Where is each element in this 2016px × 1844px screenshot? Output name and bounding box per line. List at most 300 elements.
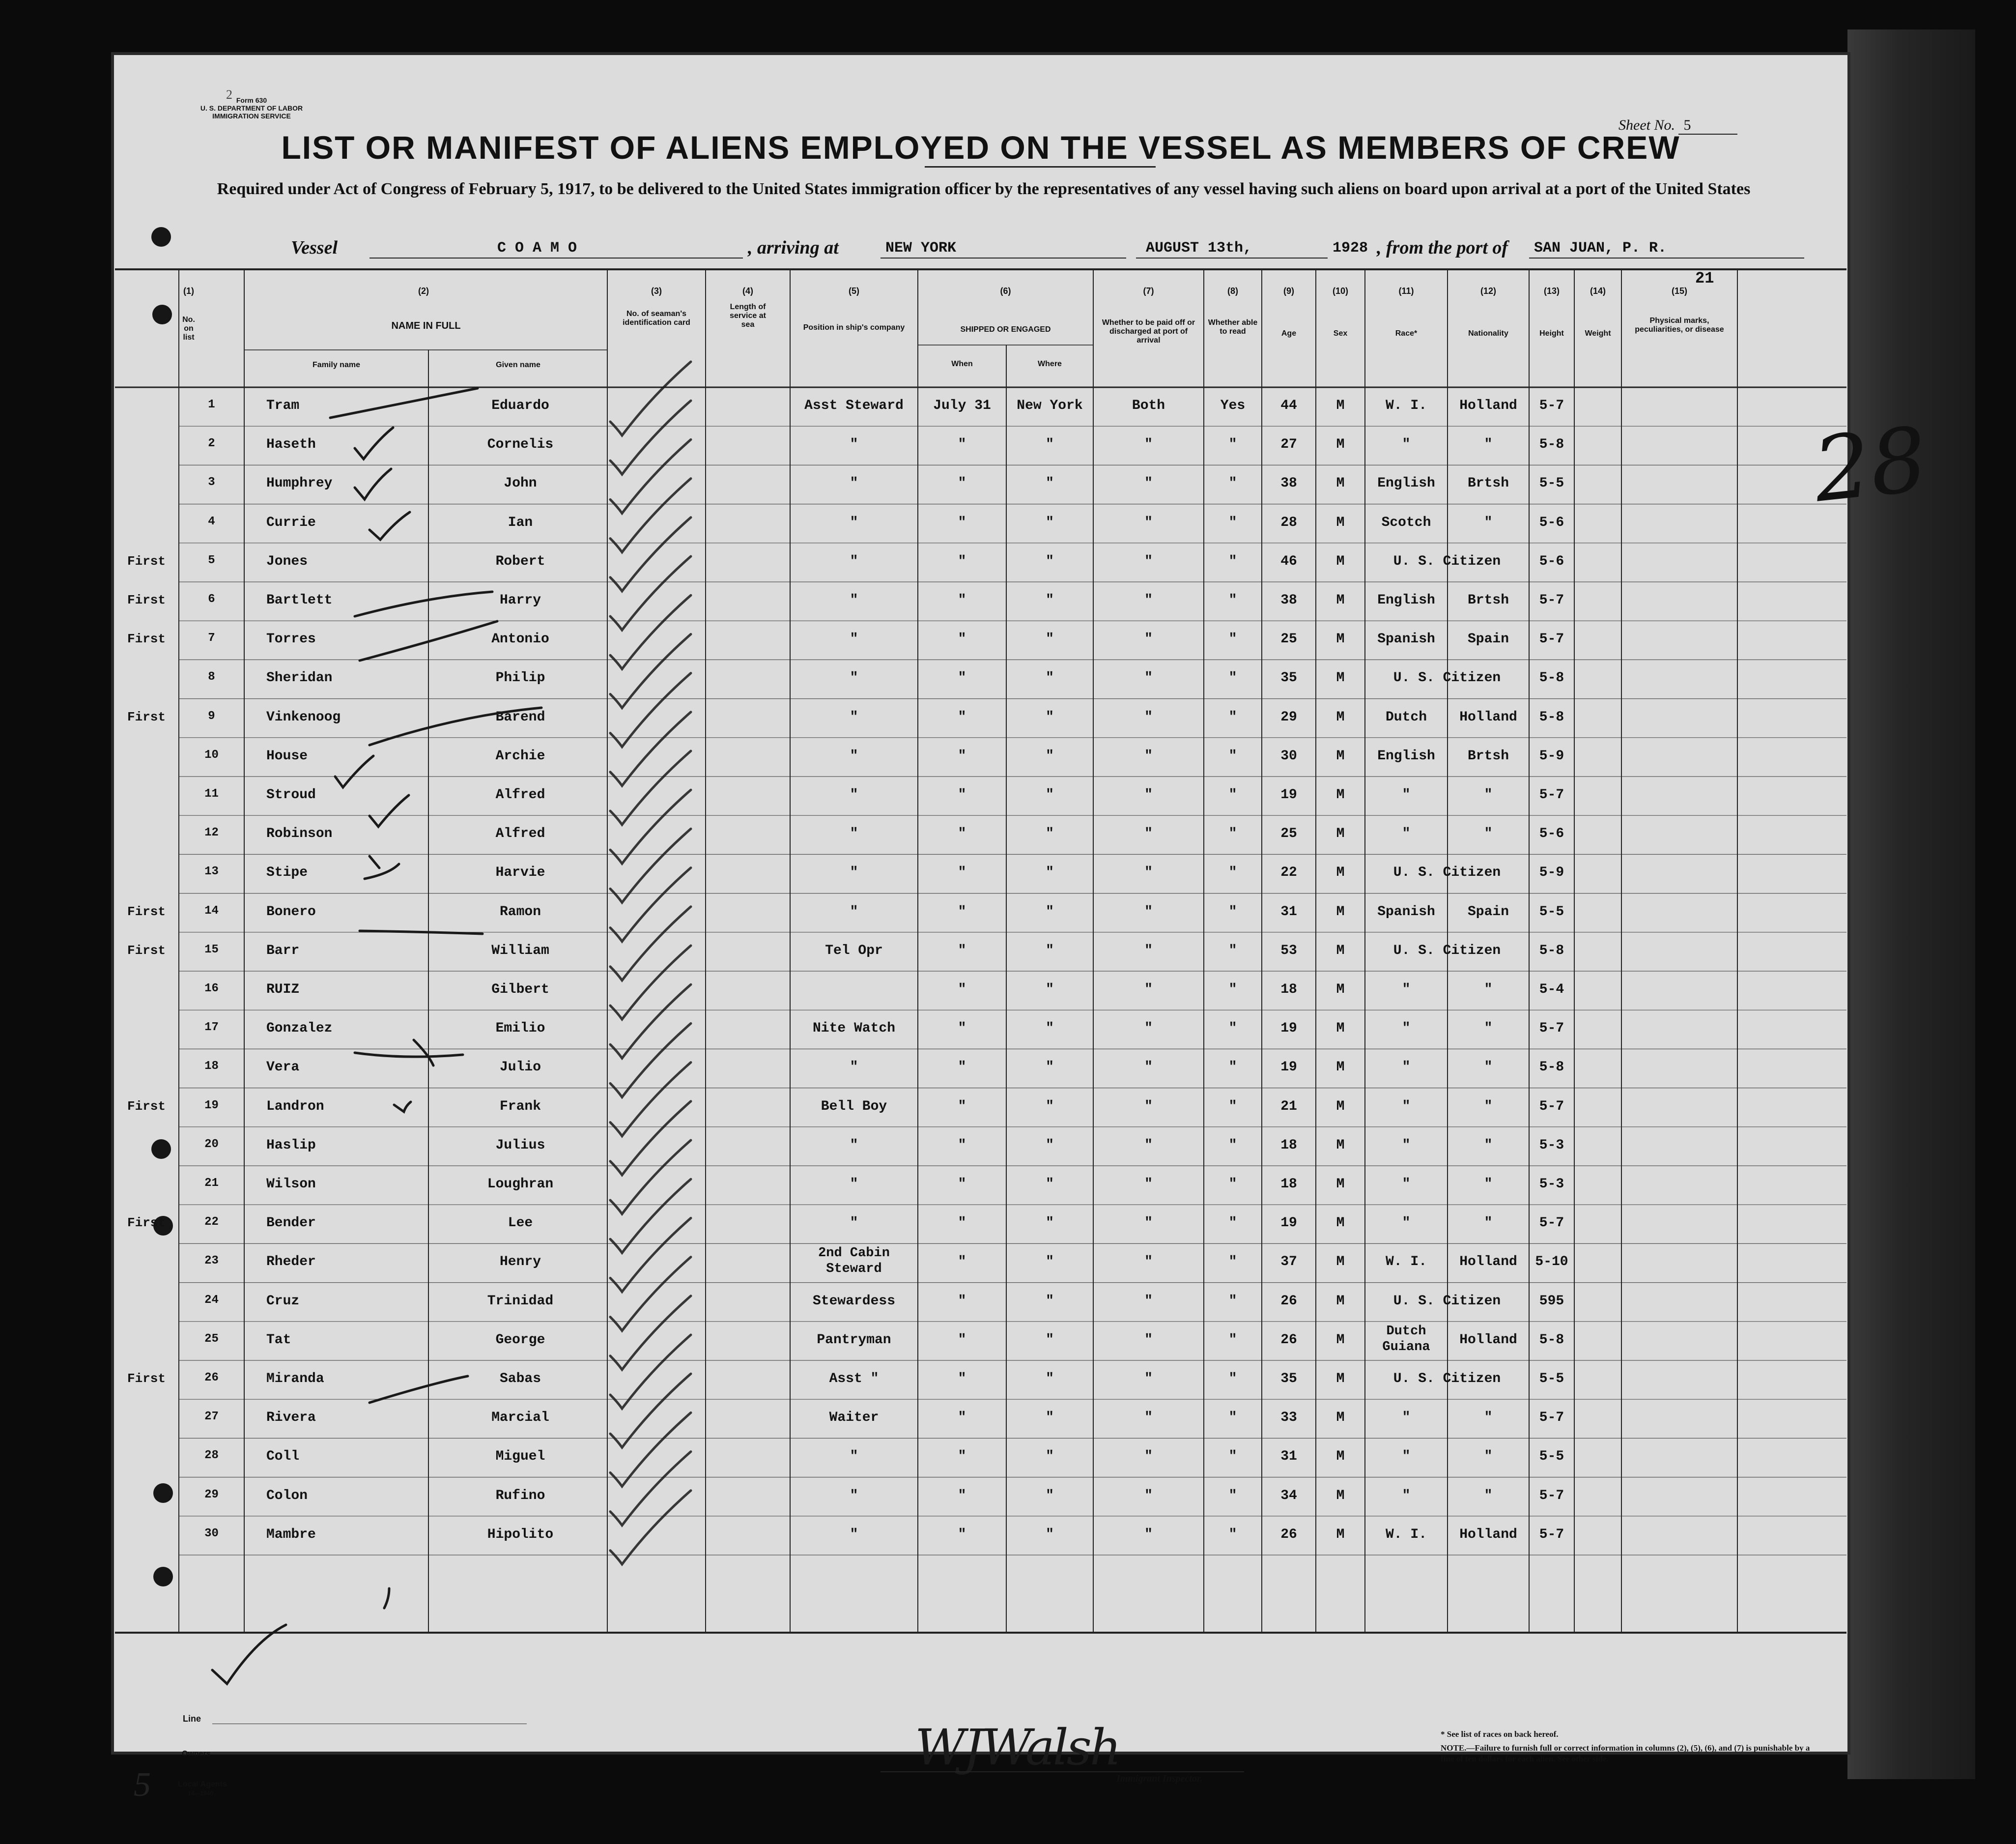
nationality: " — [1484, 1177, 1493, 1192]
row-mark: First — [127, 943, 166, 958]
age: 26 — [1280, 1293, 1297, 1309]
shipped-where: " — [1046, 515, 1054, 530]
age: 19 — [1280, 1021, 1297, 1037]
position: Waiter — [829, 1410, 879, 1426]
paid-off: " — [1144, 553, 1153, 569]
nationality: " — [1484, 1410, 1493, 1426]
sex: M — [1336, 593, 1345, 608]
sheet-value: 5 — [1678, 117, 1737, 135]
manifest-sheet — [114, 55, 1932, 1804]
paid-off: " — [1144, 1371, 1153, 1386]
race: U. S. Citizen — [1393, 553, 1501, 569]
row-number: 23 — [204, 1254, 219, 1268]
given-name: Sabas — [499, 1371, 541, 1386]
shipped-where: " — [1046, 1449, 1054, 1465]
able-to-read: " — [1228, 1098, 1237, 1114]
shipped-where: " — [1046, 1060, 1054, 1075]
position: " — [850, 1137, 858, 1153]
sex: M — [1336, 1021, 1345, 1037]
paid-off: " — [1144, 1410, 1153, 1426]
sex: M — [1336, 476, 1345, 491]
shipped-when: " — [958, 709, 966, 725]
paid-off: " — [1144, 437, 1153, 453]
shipped-where: " — [1046, 632, 1054, 647]
col-num-2: (2) — [418, 286, 429, 296]
race: " — [1402, 1098, 1411, 1114]
race: " — [1402, 437, 1411, 453]
nationality: " — [1484, 1098, 1493, 1114]
shipped-where: " — [1046, 1410, 1054, 1426]
age: 19 — [1280, 1060, 1297, 1075]
family-name: Haslip — [266, 1137, 316, 1153]
paid-off: " — [1144, 593, 1153, 608]
col-shipped: SHIPPED OR ENGAGED — [960, 325, 1051, 334]
position: " — [850, 1449, 858, 1465]
nationality: Holland — [1459, 1254, 1517, 1270]
sex: M — [1336, 865, 1345, 881]
family-name: Landron — [266, 1098, 324, 1114]
family-name: Haseth — [266, 437, 316, 453]
position: " — [850, 826, 858, 842]
given-name: William — [491, 943, 549, 958]
paid-off: " — [1144, 1488, 1153, 1503]
height: 595 — [1539, 1293, 1564, 1309]
shipped-where: " — [1046, 865, 1054, 881]
given-name: Henry — [499, 1254, 541, 1270]
able-to-read: " — [1228, 709, 1237, 725]
page-mark: 2 — [226, 87, 232, 102]
age: 26 — [1280, 1332, 1297, 1348]
family-name: Miranda — [266, 1371, 324, 1386]
family-name: Rivera — [266, 1410, 316, 1426]
col-num-13: (13) — [1543, 286, 1560, 296]
row-number: 9 — [208, 709, 215, 723]
able-to-read: " — [1228, 1215, 1237, 1231]
shipped-where: New York — [1017, 398, 1083, 413]
position: " — [850, 1488, 858, 1503]
col-num-1: (1) — [183, 286, 194, 296]
race: Dutch — [1385, 709, 1427, 725]
family-name: RUIZ — [266, 982, 300, 997]
paid-off: " — [1144, 1060, 1153, 1075]
col-num-12: (12) — [1480, 286, 1496, 296]
height: 5-5 — [1539, 1371, 1564, 1386]
col-sex: Sex — [1333, 329, 1348, 338]
able-to-read: " — [1228, 437, 1237, 453]
col-weight: Weight — [1585, 329, 1611, 338]
given-name: Ramon — [499, 904, 541, 920]
sex: M — [1336, 553, 1345, 569]
col-num-5: (5) — [849, 286, 859, 296]
nationality: " — [1484, 1449, 1493, 1465]
nationality: Brtsh — [1467, 476, 1509, 491]
shipped-when: " — [958, 476, 966, 491]
paid-off: " — [1144, 1137, 1153, 1153]
race: " — [1402, 1137, 1411, 1153]
family-name: Gonzalez — [266, 1021, 333, 1037]
paid-off: " — [1144, 515, 1153, 530]
race: Spanish — [1377, 632, 1435, 647]
arrival-year: 1928 — [1333, 240, 1368, 257]
col-length-service: Length of service at sea — [730, 303, 766, 329]
document-title: LIST OR MANIFEST OF ALIENS EMPLOYED ON THE VESSEL AS MEMBERS OF CREW — [281, 129, 1680, 166]
sex: M — [1336, 632, 1345, 647]
sex: M — [1336, 943, 1345, 958]
given-name: Julius — [495, 1137, 545, 1153]
race: " — [1402, 1488, 1411, 1503]
family-name: Colon — [266, 1488, 308, 1503]
able-to-read: " — [1228, 553, 1237, 569]
shipped-where: " — [1046, 670, 1054, 686]
race: Scotch — [1381, 515, 1431, 530]
footer-line-label: Line — [183, 1714, 201, 1724]
height: 5-8 — [1539, 943, 1564, 958]
shipped-where: " — [1046, 1098, 1054, 1114]
given-name: Harvie — [495, 865, 545, 881]
paid-off: " — [1144, 1215, 1153, 1231]
departure-port: SAN JUAN, P. R. — [1534, 240, 1667, 257]
row-number: 1 — [208, 398, 215, 411]
position: " — [850, 904, 858, 920]
nationality: " — [1484, 1215, 1493, 1231]
height: 5-3 — [1539, 1137, 1564, 1153]
sex: M — [1336, 1449, 1345, 1465]
able-to-read: " — [1228, 593, 1237, 608]
sex: M — [1336, 1527, 1345, 1542]
able-to-read: " — [1228, 515, 1237, 530]
shipped-when: " — [958, 1293, 966, 1309]
family-name: Bonero — [266, 904, 316, 920]
col-name-in-full: NAME IN FULL — [391, 320, 461, 331]
shipped-when: " — [958, 1060, 966, 1075]
margin-number: 28 — [1809, 408, 1932, 522]
given-name: Loughran — [487, 1177, 554, 1192]
paid-off: " — [1144, 982, 1153, 997]
paid-off: " — [1144, 748, 1153, 764]
footer-owners-label: Owners — [182, 1750, 211, 1758]
age: 35 — [1280, 1371, 1297, 1386]
shipped-when: " — [958, 670, 966, 686]
family-name: Rheder — [266, 1254, 316, 1270]
race: U. S. Citizen — [1393, 865, 1501, 881]
race: " — [1402, 982, 1411, 997]
row-number: 5 — [208, 553, 215, 567]
age: 28 — [1280, 515, 1297, 530]
position: " — [850, 670, 858, 686]
col-id-card: No. of seaman's identification card — [623, 310, 690, 327]
sex: M — [1336, 670, 1345, 686]
shipped-when: " — [958, 1098, 966, 1114]
age: 31 — [1280, 904, 1297, 920]
sex: M — [1336, 1254, 1345, 1270]
height: 5-8 — [1539, 437, 1564, 453]
given-name: Archie — [495, 748, 545, 764]
family-name: Torres — [266, 632, 316, 647]
row-number: 10 — [204, 748, 219, 762]
position: Stewardess — [812, 1293, 896, 1309]
sex: M — [1336, 515, 1345, 530]
paid-off: " — [1144, 1293, 1153, 1309]
race: U. S. Citizen — [1393, 670, 1501, 686]
nationality: " — [1484, 437, 1493, 453]
nationality: " — [1484, 787, 1493, 803]
nationality: " — [1484, 826, 1493, 842]
shipped-when: " — [958, 1371, 966, 1386]
height: 5-7 — [1539, 787, 1564, 803]
given-name: Antonio — [491, 632, 549, 647]
col-num-14: (14) — [1590, 286, 1606, 296]
given-name: George — [495, 1332, 545, 1348]
able-to-read: " — [1228, 1371, 1237, 1386]
sex: M — [1336, 826, 1345, 842]
height: 5-4 — [1539, 982, 1564, 997]
nationality: Brtsh — [1467, 748, 1509, 764]
arriving-label: , arriving at — [748, 237, 839, 258]
col-family-name: Family name — [312, 361, 360, 369]
given-name: Gilbert — [491, 982, 549, 997]
shipped-where: " — [1046, 943, 1054, 958]
race: U. S. Citizen — [1393, 1293, 1501, 1309]
position: " — [850, 1215, 858, 1231]
race: Dutch Guiana — [1382, 1324, 1430, 1354]
nationality: " — [1484, 1488, 1493, 1503]
age: 21 — [1280, 1098, 1297, 1114]
given-name: Hipolito — [487, 1527, 554, 1542]
corner-mark: 21 — [1695, 269, 1714, 288]
col-when: When — [951, 360, 973, 368]
shipped-where: " — [1046, 476, 1054, 491]
col-position: Position in ship's company — [803, 323, 905, 332]
vessel-name: C O A M O — [497, 240, 577, 257]
col-nationality: Nationality — [1468, 329, 1508, 338]
age: 30 — [1280, 748, 1297, 764]
shipped-when: " — [958, 826, 966, 842]
family-name: Sheridan — [266, 670, 333, 686]
family-name: House — [266, 748, 308, 764]
col-age: Age — [1281, 329, 1297, 338]
paid-off: " — [1144, 476, 1153, 491]
nationality: Brtsh — [1467, 593, 1509, 608]
row-number: 4 — [208, 515, 215, 528]
shipped-when: " — [958, 1332, 966, 1348]
position: " — [850, 748, 858, 764]
age: 31 — [1280, 1449, 1297, 1465]
given-name: Rufino — [495, 1488, 545, 1503]
shipped-where: " — [1046, 1021, 1054, 1037]
age: 18 — [1280, 1137, 1297, 1153]
age: 27 — [1280, 437, 1297, 453]
footnote-penalty: NOTE.—Failure to furnish full or correct information in columns (2), (5), (6), and (7) is punishable by a fine of ten dollars for each alien. See other side. — [1441, 1743, 1810, 1763]
height: 5-5 — [1539, 476, 1564, 491]
row-number: 21 — [204, 1177, 219, 1190]
paid-off: " — [1144, 787, 1153, 803]
position: " — [850, 632, 858, 647]
position: " — [850, 437, 858, 453]
col-where: Where — [1038, 360, 1062, 368]
age: 25 — [1280, 632, 1297, 647]
able-to-read: " — [1228, 1021, 1237, 1037]
row-mark: First — [127, 593, 166, 607]
col-num-10: (10) — [1332, 286, 1348, 296]
col-num-7: (7) — [1143, 286, 1154, 296]
row-number: 7 — [208, 632, 215, 645]
age: 44 — [1280, 398, 1297, 413]
row-number: 19 — [204, 1098, 219, 1112]
race: U. S. Citizen — [1393, 1371, 1501, 1386]
height: 5-6 — [1539, 553, 1564, 569]
row-number: 13 — [204, 865, 219, 879]
shipped-where: " — [1046, 1293, 1054, 1309]
row-mark: First — [127, 553, 166, 569]
paid-off: " — [1144, 670, 1153, 686]
age: 37 — [1280, 1254, 1297, 1270]
row-number: 27 — [204, 1410, 219, 1424]
col-paid-off: Whether to be paid off or discharged at port of arrival — [1102, 318, 1195, 345]
row-mark: First — [127, 709, 166, 724]
height: 5-7 — [1539, 1488, 1564, 1503]
col-given-name: Given name — [496, 361, 540, 369]
shipped-where: " — [1046, 437, 1054, 453]
race: " — [1402, 1060, 1411, 1075]
position: Nite Watch — [812, 1021, 896, 1037]
sex: M — [1336, 1177, 1345, 1192]
row-number: 18 — [204, 1060, 219, 1073]
footer-form-code: 14—1940 — [188, 1790, 214, 1797]
given-name: Cornelis — [487, 437, 554, 453]
sex: M — [1336, 1137, 1345, 1153]
department: U. S. DEPARTMENT OF LABOR — [200, 104, 303, 112]
footer-agents-label: Local Agents — [178, 1780, 227, 1788]
given-name: Robert — [495, 553, 545, 569]
sex: M — [1336, 709, 1345, 725]
height: 5-7 — [1539, 1410, 1564, 1426]
able-to-read: " — [1228, 1449, 1237, 1465]
shipped-when: " — [958, 1137, 966, 1153]
position: 2nd Cabin Steward — [818, 1246, 890, 1277]
able-to-read: " — [1228, 1488, 1237, 1503]
shipped-where: " — [1046, 709, 1054, 725]
position: " — [850, 553, 858, 569]
row-number: 11 — [204, 787, 219, 801]
height: 5-7 — [1539, 398, 1564, 413]
shipped-where: " — [1046, 826, 1054, 842]
age: 34 — [1280, 1488, 1297, 1503]
family-name: Stipe — [266, 865, 308, 881]
shipped-where: " — [1046, 982, 1054, 997]
col-num-4: (4) — [742, 286, 753, 296]
sex: M — [1336, 1098, 1345, 1114]
col-num-3: (3) — [651, 286, 662, 296]
nationality: Holland — [1459, 709, 1517, 725]
height: 5-9 — [1539, 748, 1564, 764]
race: W. I. — [1385, 1254, 1427, 1270]
row-number: 14 — [204, 904, 219, 918]
col-num-15: (15) — [1671, 286, 1687, 296]
paid-off: " — [1144, 826, 1153, 842]
race: " — [1402, 1177, 1411, 1192]
able-to-read: " — [1228, 1527, 1237, 1542]
nationality: " — [1484, 1137, 1493, 1153]
family-name: Cruz — [266, 1293, 300, 1309]
position: " — [850, 1177, 858, 1192]
family-name: Bender — [266, 1215, 316, 1231]
given-name: John — [504, 476, 537, 491]
height: 5-7 — [1539, 1098, 1564, 1114]
race: Spanish — [1377, 904, 1435, 920]
height: 5-8 — [1539, 1332, 1564, 1348]
col-no-on-list: No. on list — [182, 316, 195, 342]
nationality: " — [1484, 1021, 1493, 1037]
vessel-label: Vessel — [291, 237, 338, 258]
shipped-where: " — [1046, 593, 1054, 608]
nationality: Holland — [1459, 1332, 1517, 1348]
able-to-read: " — [1228, 943, 1237, 958]
service: IMMIGRATION SERVICE — [212, 112, 291, 120]
age: 18 — [1280, 982, 1297, 997]
shipped-when: " — [958, 593, 966, 608]
shipped-when: " — [958, 1177, 966, 1192]
sex: M — [1336, 787, 1345, 803]
given-name: Eduardo — [491, 398, 549, 413]
paid-off: " — [1144, 1021, 1153, 1037]
race: English — [1377, 593, 1435, 608]
sex: M — [1336, 982, 1345, 997]
position: Asst Steward — [804, 398, 904, 413]
able-to-read: " — [1228, 476, 1237, 491]
height: 5-8 — [1539, 1060, 1564, 1075]
height: 5-7 — [1539, 1215, 1564, 1231]
age: 22 — [1280, 865, 1297, 881]
shipped-where: " — [1046, 553, 1054, 569]
shipped-when: " — [958, 787, 966, 803]
position: " — [850, 787, 858, 803]
shipped-where: " — [1046, 748, 1054, 764]
height: 5-6 — [1539, 515, 1564, 530]
able-to-read: " — [1228, 826, 1237, 842]
age: 19 — [1280, 1215, 1297, 1231]
able-to-read: Yes — [1220, 398, 1246, 413]
able-to-read: " — [1228, 787, 1237, 803]
shipped-when: " — [958, 632, 966, 647]
row-number: 22 — [204, 1215, 219, 1229]
shipped-when: July 31 — [933, 398, 991, 413]
paid-off: " — [1144, 1527, 1153, 1542]
able-to-read: " — [1228, 1410, 1237, 1426]
age: 38 — [1280, 593, 1297, 608]
shipped-where: " — [1046, 1215, 1054, 1231]
position: Tel Opr — [825, 943, 883, 958]
paid-off: " — [1144, 1254, 1153, 1270]
paid-off: " — [1144, 709, 1153, 725]
row-number: 16 — [204, 982, 219, 995]
row-number: 17 — [204, 1021, 219, 1035]
row-number: 24 — [204, 1293, 219, 1307]
shipped-where: " — [1046, 1137, 1054, 1153]
age: 19 — [1280, 787, 1297, 803]
height: 5-3 — [1539, 1177, 1564, 1192]
row-mark: First — [127, 1371, 166, 1386]
paid-off: " — [1144, 1098, 1153, 1114]
able-to-read: " — [1228, 1293, 1237, 1309]
position: Bell Boy — [821, 1098, 887, 1114]
col-num-6: (6) — [1000, 286, 1011, 296]
family-name: Bartlett — [266, 593, 333, 608]
row-number: 12 — [204, 826, 219, 840]
family-name: Stroud — [266, 787, 316, 803]
family-name: Mambre — [266, 1527, 316, 1542]
age: 33 — [1280, 1410, 1297, 1426]
given-name: Philip — [495, 670, 545, 686]
